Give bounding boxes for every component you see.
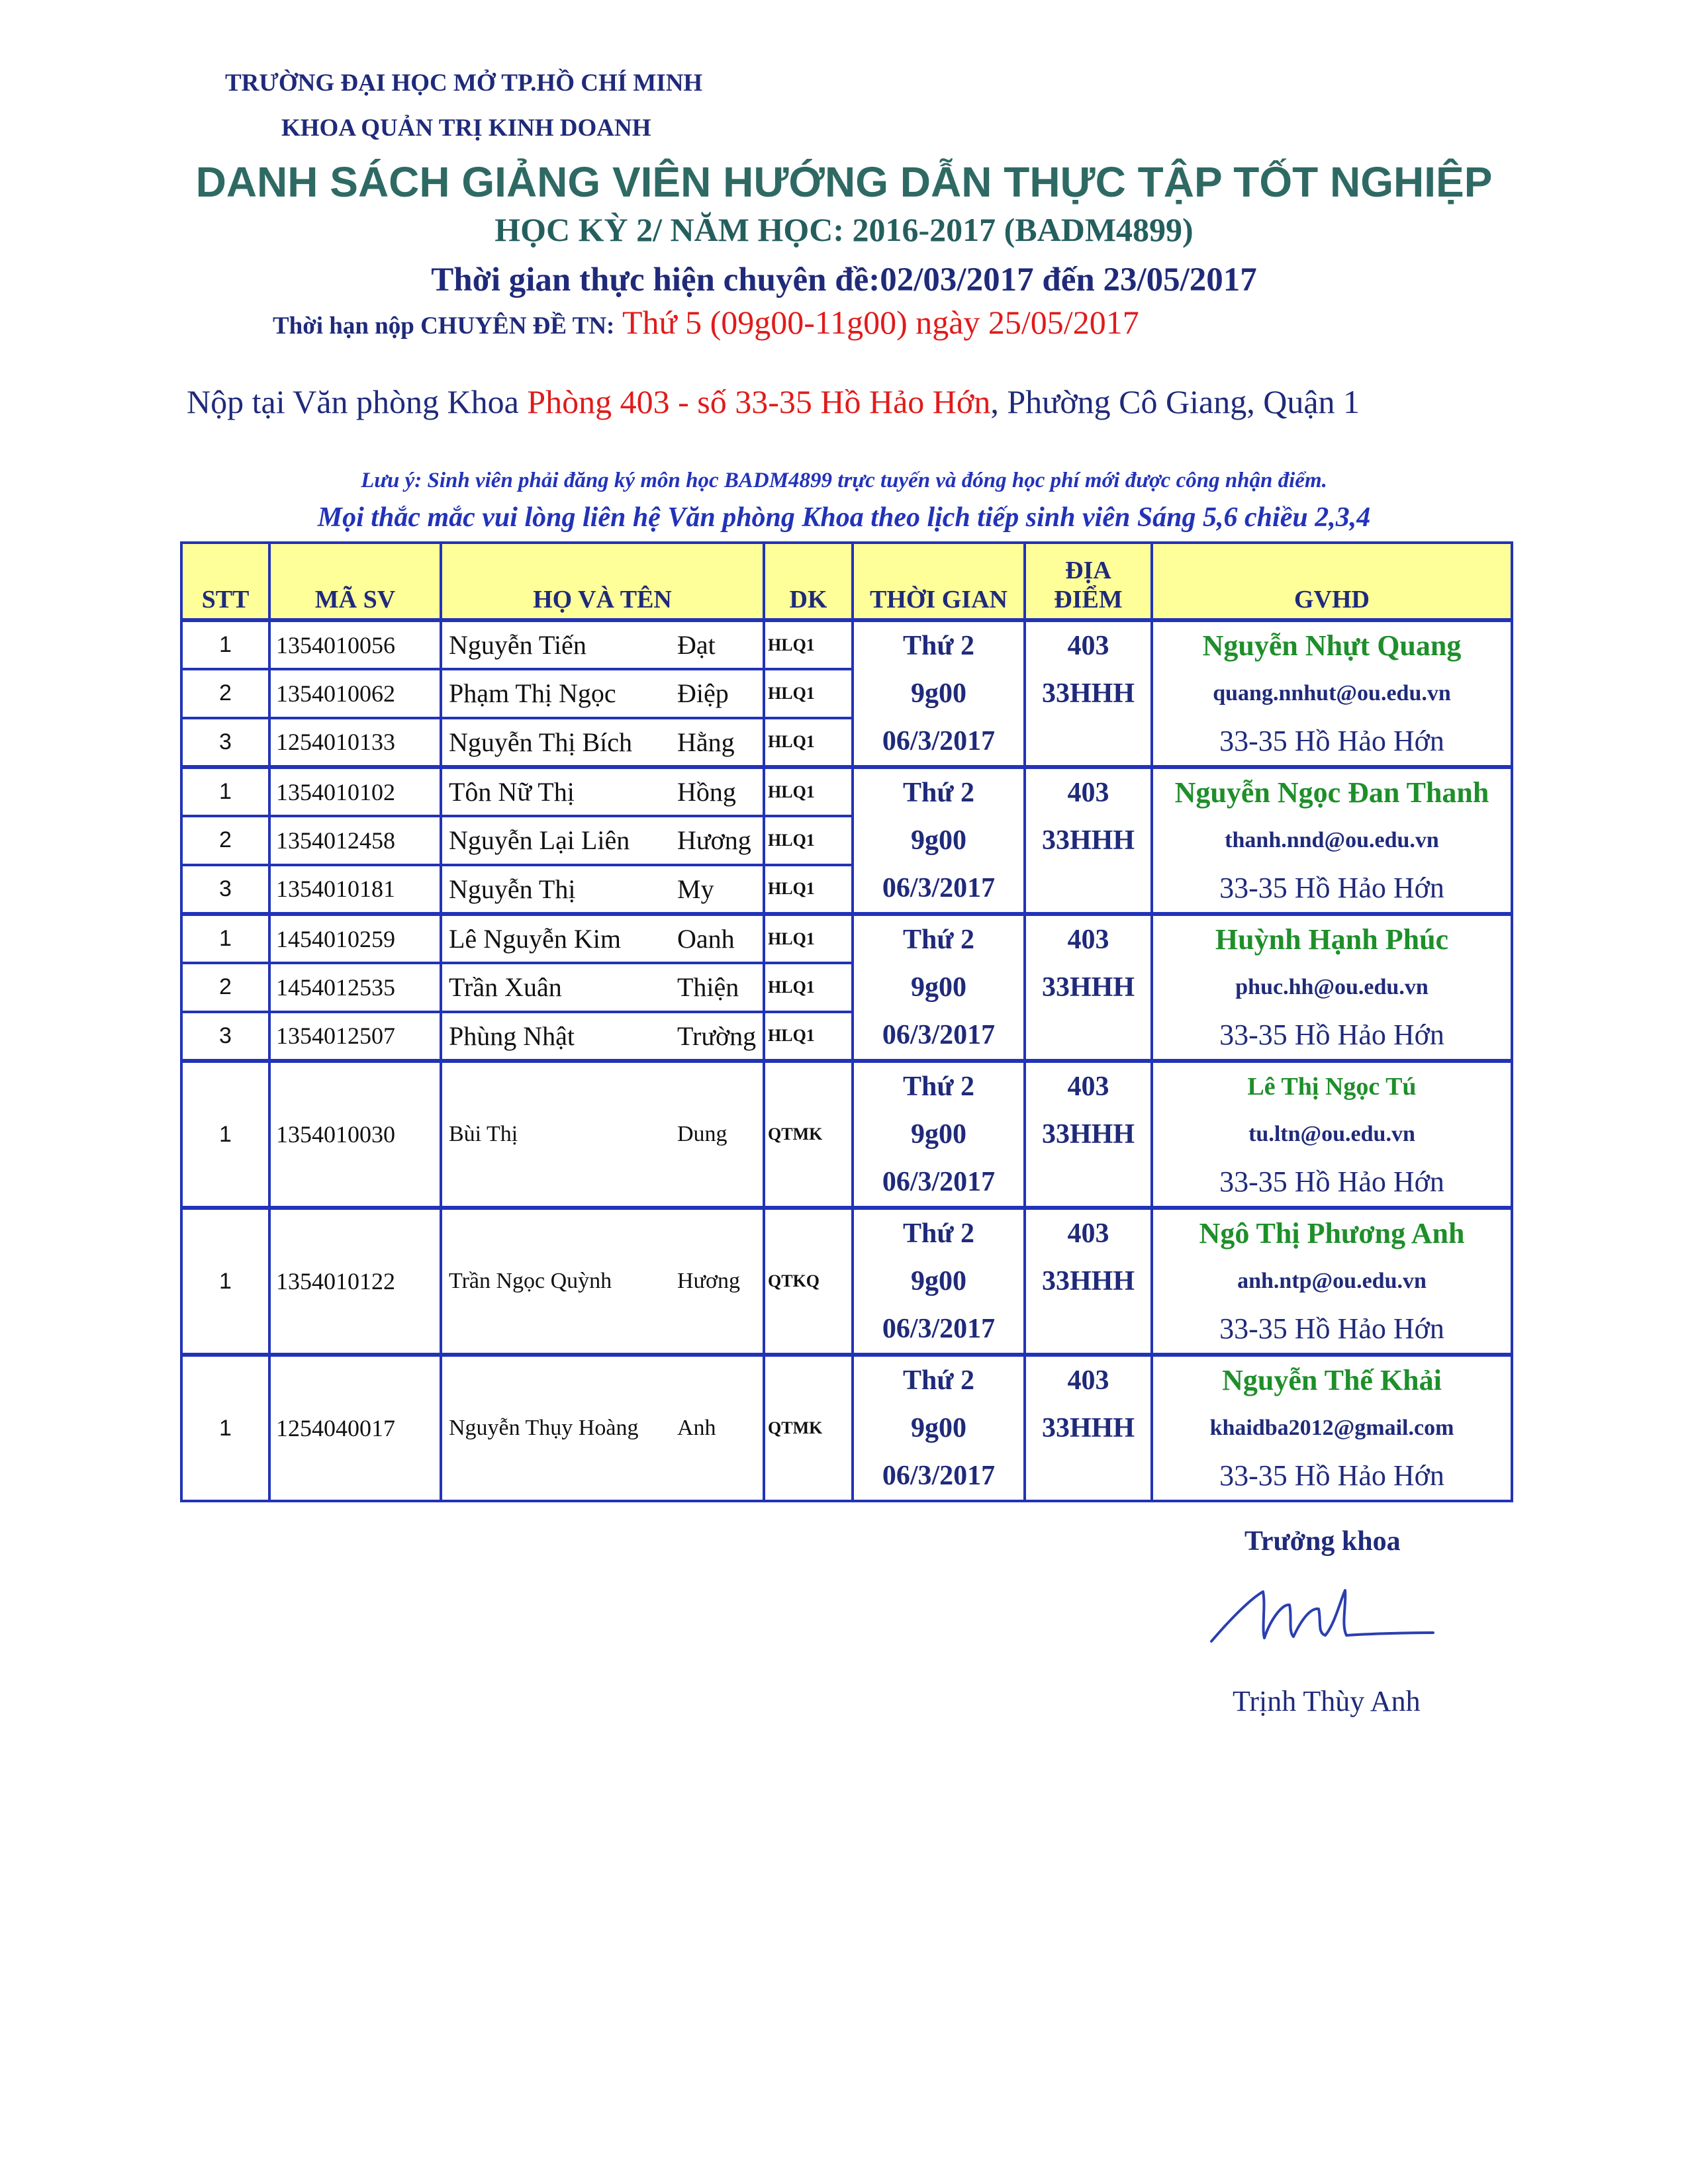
advisor-email: thanh.nnd@ou.edu.vn (1225, 828, 1439, 852)
student-name-cell (441, 1208, 764, 1355)
advisor-name: Nguyễn Nhựt Quang (1202, 629, 1462, 662)
student-name-cell (441, 1012, 764, 1061)
place-building: 33HHH (1041, 972, 1135, 1003)
place-cell (1025, 620, 1152, 767)
advisor-email: phuc.hh@ou.edu.vn (1235, 975, 1429, 999)
stt-cell: 2 (181, 963, 269, 1011)
student-name-cell (441, 767, 764, 816)
advisor-address: 33-35 Hồ Hảo Hớn (1219, 1019, 1444, 1051)
header-stt: STT (181, 543, 269, 620)
place-cell (1025, 767, 1152, 914)
advisor-name: Lê Thị Ngọc Tú (1247, 1073, 1417, 1101)
student-last-name: Trần Ngọc Quỳnh (449, 1269, 612, 1293)
dk-cell: HLQ1 (764, 963, 853, 1011)
student-last-name: Nguyễn Thụy Hoàng (449, 1416, 639, 1440)
header-thoigian: THỜI GIAN (853, 543, 1025, 620)
student-last-name: Lê Nguyễn Kim (449, 924, 621, 954)
advisor-cell (1152, 1061, 1512, 1208)
student-last-name: Phùng Nhật (449, 1021, 575, 1051)
timeline-line: Thời gian thực hiện chuyên đề:02/03/2017 đến 23/05/2017 (431, 261, 1257, 298)
header-masv: MÃ SV (269, 543, 441, 620)
student-last-name: Phạm Thị Ngọc (449, 678, 616, 709)
header-diadiem-line1: ĐỊA (1065, 557, 1111, 584)
student-id-cell: 1354012458 (269, 816, 441, 864)
time-hour: 9g00 (911, 1413, 966, 1443)
student-name-cell (441, 963, 764, 1011)
deadline-value: Thứ 5 (09g00-11g00) ngày 25/05/2017 (622, 304, 1139, 341)
submit-room: Phòng 403 - số 33-35 Hồ Hảo Hớn (527, 383, 991, 420)
student-id-cell: 1354010122 (269, 1208, 441, 1355)
advisor-table (180, 541, 1513, 1502)
place-building: 33HHH (1041, 678, 1135, 709)
time-cell (853, 620, 1025, 767)
dk-cell: HLQ1 (764, 669, 853, 717)
submit-location (187, 383, 1360, 421)
stt-cell: 2 (181, 816, 269, 864)
time-cell (853, 1355, 1025, 1501)
faculty-name: KHOA QUẢN TRỊ KINH DOANH (281, 114, 651, 142)
header-hoten: HỌ VÀ TÊN (441, 543, 764, 620)
student-name-cell (441, 1061, 764, 1208)
advisor-cell (1152, 767, 1512, 914)
time-cell (853, 1208, 1025, 1355)
time-day: Thứ 2 (902, 925, 975, 955)
advisor-name: Ngô Thị Phương Anh (1199, 1217, 1465, 1250)
student-name-cell (441, 816, 764, 864)
stt-cell: 3 (181, 1012, 269, 1061)
student-id-cell: 1354010102 (269, 767, 441, 816)
document-title: DANH SÁCH GIẢNG VIÊN HƯỚNG DẪN THỰC TẬP TỐT NGHIỆP (195, 158, 1493, 206)
student-name-cell (441, 718, 764, 767)
student-first-name: Thiện (677, 972, 739, 1003)
dk-cell: QTMK (764, 1061, 853, 1208)
time-date: 06/3/2017 (882, 873, 996, 903)
table-row (181, 1355, 1512, 1501)
submit-prefix: Nộp tại Văn phòng Khoa (187, 383, 528, 420)
dk-cell: HLQ1 (764, 718, 853, 767)
student-last-name: Nguyễn Lại Liên (449, 825, 630, 856)
table-header-row (181, 543, 1512, 620)
stt-cell: 2 (181, 669, 269, 717)
time-hour: 9g00 (911, 1266, 966, 1297)
header-dk: DK (764, 543, 853, 620)
stt-cell: 1 (181, 620, 269, 669)
advisor-address: 33-35 Hồ Hảo Hớn (1219, 725, 1444, 757)
student-name-cell (441, 620, 764, 669)
dk-cell: HLQ1 (764, 767, 853, 816)
student-last-name: Tôn Nữ Thị (449, 777, 575, 807)
time-day: Thứ 2 (902, 1071, 975, 1102)
stt-cell: 3 (181, 865, 269, 914)
header-diadiem-line2: ĐIỂM (1054, 586, 1123, 614)
dk-cell: QTMK (764, 1355, 853, 1501)
place-room: 403 (1067, 1071, 1109, 1102)
place-building: 33HHH (1041, 825, 1135, 856)
student-first-name: Dung (677, 1122, 727, 1146)
student-last-name: Trần Xuân (449, 972, 562, 1003)
stt-cell: 1 (181, 1061, 269, 1208)
place-building: 33HHH (1041, 1119, 1135, 1150)
time-day: Thứ 2 (902, 1365, 975, 1396)
dk-cell: HLQ1 (764, 914, 853, 963)
place-cell (1025, 914, 1152, 1061)
place-building: 33HHH (1041, 1413, 1135, 1443)
advisor-email: anh.ntp@ou.edu.vn (1237, 1269, 1427, 1293)
student-first-name: Đạt (677, 630, 716, 660)
student-first-name: Anh (677, 1416, 716, 1440)
place-cell (1025, 1208, 1152, 1355)
student-first-name: Oanh (677, 924, 735, 954)
table-row (181, 1208, 1512, 1355)
advisor-address: 33-35 Hồ Hảo Hớn (1219, 872, 1444, 904)
header-gvhd: GVHD (1152, 543, 1512, 620)
dk-cell: HLQ1 (764, 816, 853, 864)
place-room: 403 (1067, 1365, 1109, 1396)
student-last-name: Nguyễn Tiến (449, 630, 586, 660)
stt-cell: 1 (181, 914, 269, 963)
student-last-name: Nguyễn Thị (449, 874, 576, 904)
student-id-cell: 1454010259 (269, 914, 441, 963)
student-id-cell: 1354010062 (269, 669, 441, 717)
time-hour: 9g00 (911, 1119, 966, 1150)
advisor-cell (1152, 914, 1512, 1061)
student-id-cell: 1254040017 (269, 1355, 441, 1501)
place-room: 403 (1067, 1218, 1109, 1249)
student-id-cell: 1354010181 (269, 865, 441, 914)
place-room: 403 (1067, 778, 1109, 808)
time-day: Thứ 2 (902, 631, 975, 661)
place-room: 403 (1067, 631, 1109, 661)
dean-signature (1205, 1578, 1443, 1661)
advisor-address: 33-35 Hồ Hảo Hớn (1219, 1165, 1444, 1198)
student-first-name: Trường (677, 1021, 757, 1051)
student-first-name: Hồng (677, 777, 736, 807)
place-cell (1025, 1061, 1152, 1208)
time-date: 06/3/2017 (882, 1461, 996, 1491)
place-room: 403 (1067, 925, 1109, 955)
student-id-cell: 1254010133 (269, 718, 441, 767)
student-first-name: Hằng (677, 727, 735, 757)
note-contact: Mọi thắc mắc vui lòng liên hệ Văn phòng Khoa theo lịch tiếp sinh viên Sáng 5,6 chiều 2,3,4 (317, 502, 1371, 533)
advisor-name: Nguyễn Ngọc Đan Thanh (1174, 776, 1489, 809)
student-name-cell (441, 865, 764, 914)
dk-cell: HLQ1 (764, 620, 853, 669)
advisor-email: khaidba2012@gmail.com (1209, 1416, 1454, 1440)
advisor-name: Huỳnh Hạnh Phúc (1215, 923, 1449, 956)
student-id-cell: 1354010030 (269, 1061, 441, 1208)
time-date: 06/3/2017 (882, 726, 996, 756)
time-cell (853, 1061, 1025, 1208)
table-row (181, 620, 1512, 669)
student-first-name: My (677, 874, 714, 904)
table-row (181, 767, 1512, 816)
stt-cell: 1 (181, 767, 269, 816)
header-diadiem (1025, 543, 1152, 620)
advisor-cell (1152, 620, 1512, 767)
semester-line: HỌC KỲ 2/ NĂM HỌC: 2016-2017 (BADM4899) (494, 211, 1194, 248)
place-building: 33HHH (1041, 1266, 1135, 1297)
dk-cell: QTKQ (764, 1208, 853, 1355)
time-day: Thứ 2 (902, 1218, 975, 1249)
time-date: 06/3/2017 (882, 1020, 996, 1050)
advisor-address: 33-35 Hồ Hảo Hớn (1219, 1312, 1444, 1345)
school-name: TRƯỜNG ĐẠI HỌC MỞ TP.HỒ CHÍ MINH (225, 69, 703, 97)
time-hour: 9g00 (911, 678, 966, 709)
deadline-label: Thời hạn nộp CHUYÊN ĐỀ TN: (273, 312, 615, 340)
stt-cell: 3 (181, 718, 269, 767)
student-name-cell (441, 914, 764, 963)
student-first-name: Hương (677, 1269, 740, 1293)
student-name-cell (441, 669, 764, 717)
student-last-name: Bùi Thị (449, 1122, 518, 1146)
place-cell (1025, 1355, 1152, 1501)
advisor-cell (1152, 1355, 1512, 1501)
student-last-name: Nguyễn Thị Bích (449, 727, 633, 757)
advisor-name: Nguyễn Thế Khải (1222, 1364, 1442, 1396)
time-cell (853, 914, 1025, 1061)
time-date: 06/3/2017 (882, 1314, 996, 1344)
advisor-email: quang.nnhut@ou.edu.vn (1213, 681, 1451, 705)
note-registration: Lưu ý: Sinh viên phải đăng ký môn học BADM4899 trực tuyến và đóng học phí mới được công nhận điểm. (361, 469, 1327, 492)
dk-cell: HLQ1 (764, 1012, 853, 1061)
deadline-line (273, 303, 1139, 341)
student-name-cell (441, 1355, 764, 1501)
student-id-cell: 1354010056 (269, 620, 441, 669)
student-id-cell: 1454012535 (269, 963, 441, 1011)
time-cell (853, 767, 1025, 914)
time-date: 06/3/2017 (882, 1167, 996, 1197)
stt-cell: 1 (181, 1208, 269, 1355)
time-hour: 9g00 (911, 972, 966, 1003)
time-day: Thứ 2 (902, 778, 975, 808)
advisor-cell (1152, 1208, 1512, 1355)
advisor-email: tu.ltn@ou.edu.vn (1248, 1122, 1415, 1146)
stt-cell: 1 (181, 1355, 269, 1501)
student-id-cell: 1354012507 (269, 1012, 441, 1061)
advisor-address: 33-35 Hồ Hảo Hớn (1219, 1459, 1444, 1492)
submit-suffix: , Phường Cô Giang, Quận 1 (990, 383, 1360, 420)
time-hour: 9g00 (911, 825, 966, 856)
table-row (181, 1061, 1512, 1208)
student-first-name: Hương (677, 825, 751, 856)
dk-cell: HLQ1 (764, 865, 853, 914)
dean-title: Trưởng khoa (1244, 1526, 1401, 1557)
table-row (181, 914, 1512, 963)
student-first-name: Điệp (677, 678, 729, 709)
dean-name: Trịnh Thùy Anh (1233, 1685, 1421, 1717)
